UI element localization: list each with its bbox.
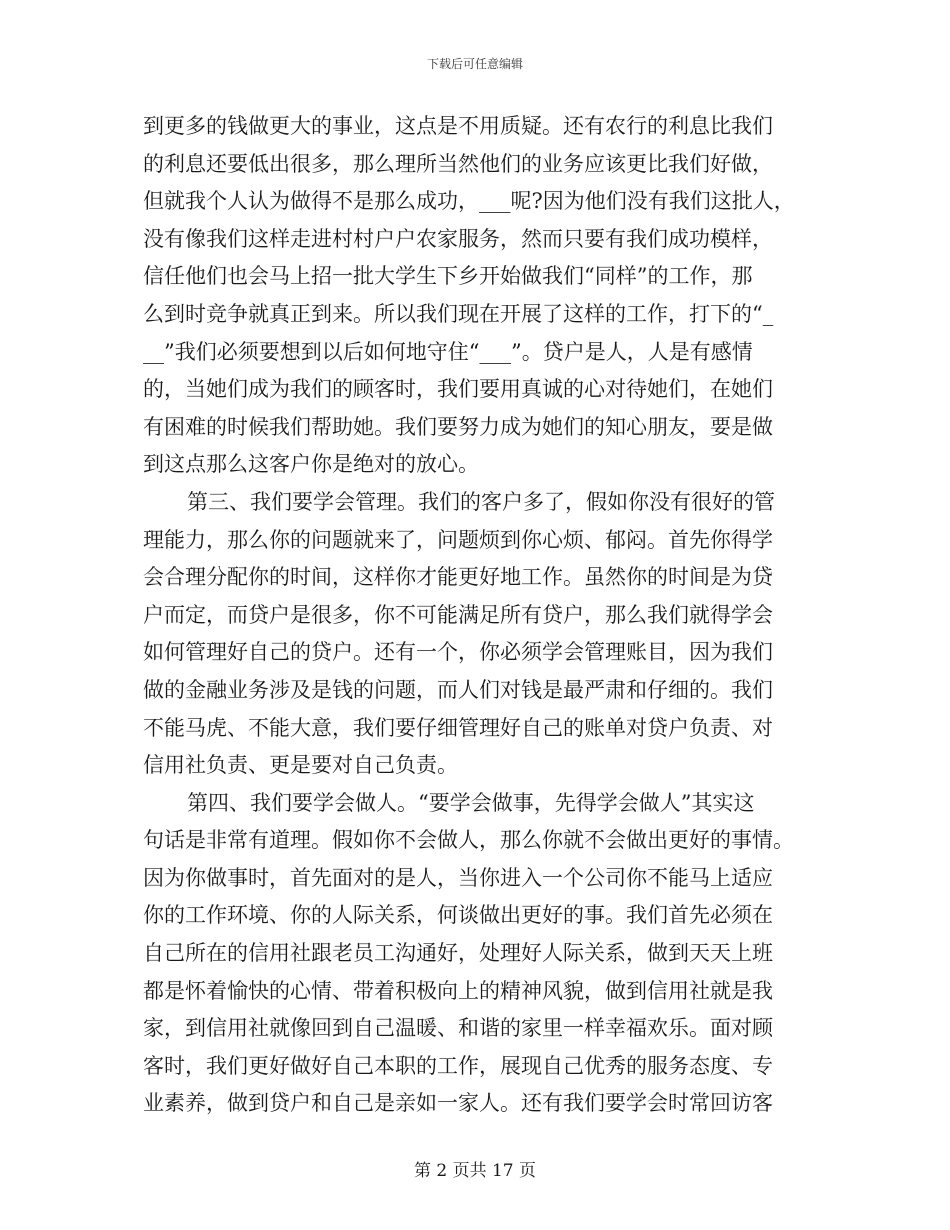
text-line: 会合理分配你的时间，这样你才能更好地工作。虽然你的时间是为贷	[143, 565, 773, 590]
text-line: 做的金融业务涉及是钱的问题，而人们对钱是最严肃和仔细的。我们	[143, 677, 773, 702]
text-line: 自己所在的信用社跟老员工沟通好，处理好人际关系，做到天天上班	[143, 941, 773, 966]
page-footer: 第 2 页共 17 页	[413, 1161, 537, 1181]
text-line: 户而定，而贷户是很多，你不可能满足所有贷户，那么我们就得学会	[143, 602, 773, 627]
document-body	[143, 108, 808, 1123]
text-line: 的利息还要低出很多，那么理所当然他们的业务应该更比我们好做，	[143, 151, 773, 176]
text-line: 客时，我们更好做好自己本职的工作，展现自己优秀的服务态度、专	[143, 1053, 773, 1078]
text-line: 第三、我们要学会管理。我们的客户多了，假如你没有很好的管	[187, 489, 775, 514]
text-line: 么到时竞争就真正到来。所以我们现在开展了这样的工作，打下的“_	[143, 301, 774, 326]
text-line: 的，当她们成为我们的顾客时，我们要用真诚的心对待她们，在她们	[143, 377, 773, 402]
page-header: 下载后可任意编辑	[426, 57, 523, 71]
text-line: 但就我个人认为做得不是那么成功，___呢?因为他们没有我们这批人，	[143, 189, 795, 214]
text-line: 到这点那么这客户你是绝对的放心。	[143, 452, 479, 477]
text-line: 家，到信用社就像回到自己温暖、和谐的家里一样幸福欢乐。面对顾	[143, 1016, 773, 1041]
text-line: __”我们必须要想到以后如何地守住“___”。贷户是人，人是有感情	[143, 339, 753, 364]
text-line: 到更多的钱做更大的事业，这点是不用质疑。还有农行的利息比我们	[143, 114, 773, 138]
text-line: 如何管理好自己的贷户。还有一个，你必须学会管理账目，因为我们	[143, 640, 773, 665]
text-line: 理能力，那么你的问题就来了，问题烦到你心烦、郁闷。首先你得学	[143, 527, 773, 552]
text-line: 业素养，做到贷户和自己是亲如一家人。还有我们要学会时常回访客	[143, 1091, 773, 1116]
text-line: 因为你做事时，首先面对的是人，当你进入一个公司你不能马上适应	[143, 865, 773, 890]
text-line: 你的工作环境、你的人际关系，何谈做出更好的事。我们首先必须在	[143, 903, 773, 928]
text-line: 没有像我们这样走进村村户户农家服务，然而只要有我们成功模样，	[143, 226, 773, 251]
text-line: 都是怀着愉快的心情、带着积极向上的精神风貌，做到信用社就是我	[143, 978, 773, 1003]
text-line: 句话是非常有道理。假如你不会做人，那么你就不会做出更好的事情。	[143, 828, 794, 853]
text-line: 有困难的时候我们帮助她。我们要努力成为她们的知心朋友，要是做	[143, 414, 773, 439]
text-line: 信用社负责、更是要对自己负责。	[143, 753, 458, 778]
text-line: 第四、我们要学会做人。“要学会做事，先得学会做人”其实这	[187, 790, 755, 815]
text-line: 信任他们也会马上招一批大学生下乡开始做我们“同样”的工作，那	[143, 264, 753, 289]
text-line: 不能马虎、不能大意，我们要仔细管理好自己的账单对贷户负责、对	[143, 715, 773, 740]
